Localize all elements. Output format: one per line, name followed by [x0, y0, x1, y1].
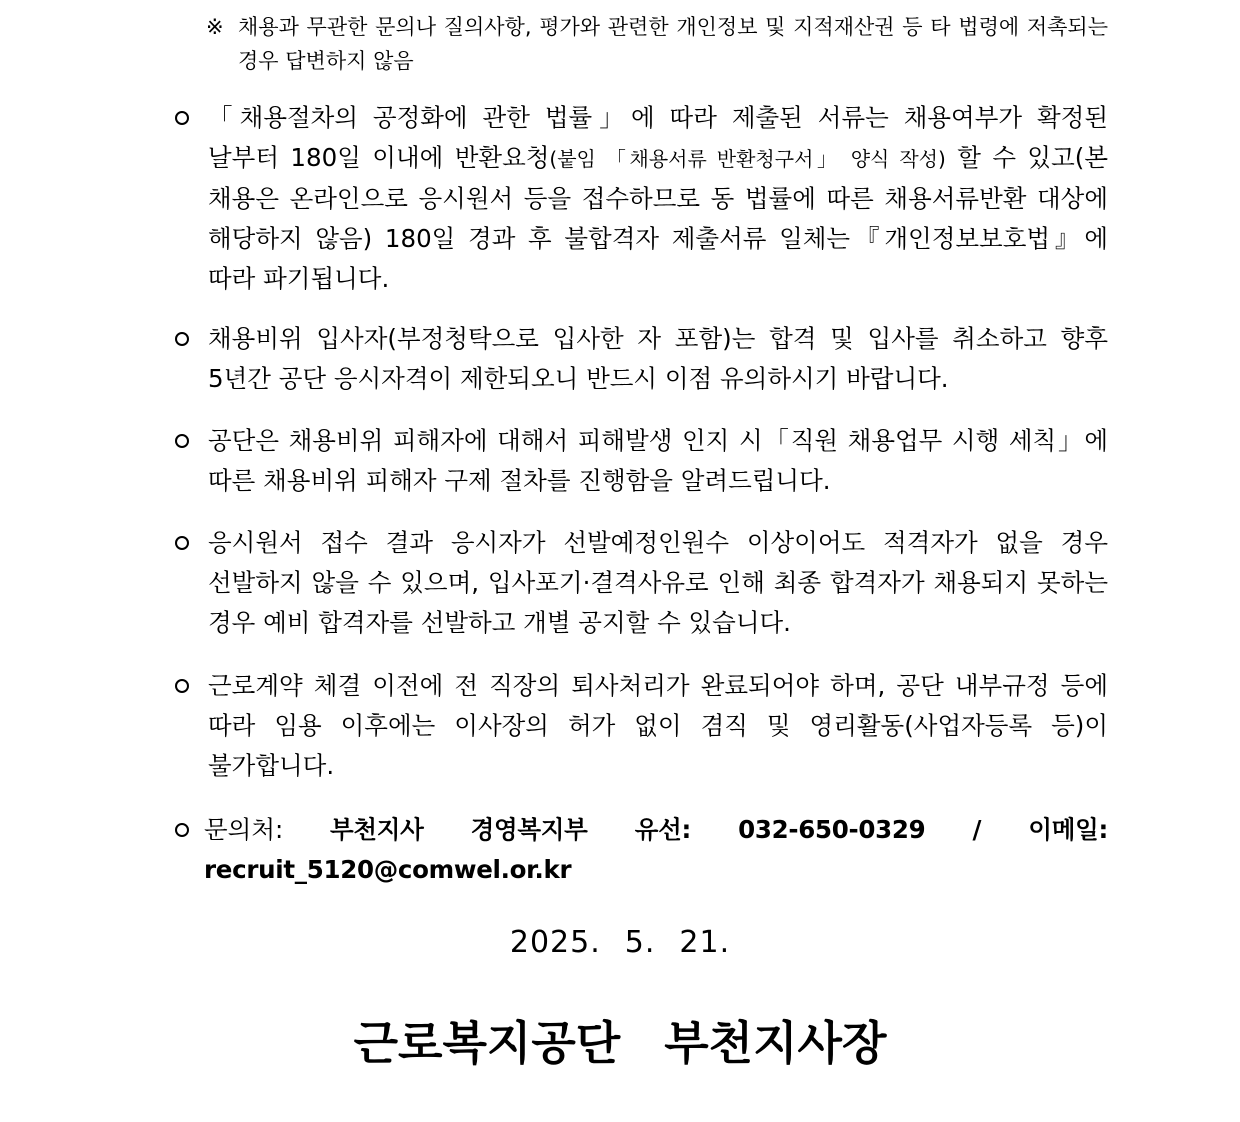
contact-label: 문의처:: [204, 815, 331, 844]
circle-bullet-icon: [172, 319, 192, 359]
list-item-text: 근로계약 체결 이전에 전 직장의 퇴사처리가 완료되어야 하며, 공단 내부규정 등에 따라 임용 이후에는 이사장의 허가 없이 겸직 및 영리활동(사업자등록 등)이 불가합니다.: [208, 671, 1108, 780]
issuer-signature: [0, 1008, 1240, 1078]
date-day: 21.: [679, 925, 731, 960]
date-year: 2025.: [509, 925, 601, 960]
circle-bullet-icon: [172, 98, 192, 138]
issuer-title: 부천지사장: [664, 1016, 887, 1070]
list-item-employment-conditions: [172, 666, 1108, 786]
notice-note: [206, 10, 1108, 78]
list-item-text: 「채용절차의 공정화에 관한 법률」에 따라 제출된 서류는 채용여부가 확정된 날부터 180일 이내에 반환요청(붙임 「채용서류 반환청구서」 양식 작성) 할 수 있고(본 채용은 온라인으로 응시원서 등을 접수하므로 동 법률에 따른 채용서류반환 대상에 해당하지 않음) 180일 경과 후 불합격자 제출서류 일체는『개인정보보호법』에 따라 파기됩니다.: [208, 103, 1108, 293]
contact-text: [172, 810, 1108, 890]
list-item-victim-relief: [172, 421, 1108, 501]
contact-info: [172, 810, 1108, 890]
circle-bullet-icon: [172, 810, 192, 850]
notice-text: 채용과 무관한 문의나 질의사항, 평가와 관련한 개인정보 및 지적재산권 등 타 법령에 저촉되는 경우 답변하지 않음: [238, 15, 1108, 73]
circle-bullet-icon: [172, 523, 192, 563]
date-month: 5.: [624, 925, 656, 960]
document-date: [0, 918, 1240, 968]
circle-bullet-icon: [172, 421, 192, 461]
list-item-document-return: [172, 98, 1108, 299]
reference-mark: ※: [206, 15, 224, 39]
list-item-hiring-misconduct: [172, 319, 1108, 399]
list-item-text: 채용비위 입사자(부정청탁으로 입사한 자 포함)는 합격 및 입사를 취소하고 향후 5년간 공단 응시자격이 제한되오니 반드시 이점 유의하시기 바랍니다.: [208, 324, 1108, 393]
circle-bullet-icon: [172, 666, 192, 706]
issuer-organization: 근로복지공단: [353, 1016, 621, 1070]
list-item-selection-policy: [172, 523, 1108, 643]
list-item-text: 공단은 채용비위 피해자에 대해서 피해발생 인지 시「직원 채용업무 시행 세칙」에 따른 채용비위 피해자 구제 절차를 진행함을 알려드립니다.: [208, 426, 1108, 495]
list-item-text: 응시원서 접수 결과 응시자가 선발예정인원수 이상이어도 적격자가 없을 경우 선발하지 않을 수 있으며, 입사포기·결격사유로 인해 최종 합격자가 채용되지 못하는 경우 예비 합격자를 선발하고 개별 공지할 수 있습니다.: [208, 528, 1108, 637]
contact-details: 부천지사 경영복지부 유선: 032-650-0329 / 이메일: recruit_5120@comwel.or.kr: [204, 815, 1108, 884]
